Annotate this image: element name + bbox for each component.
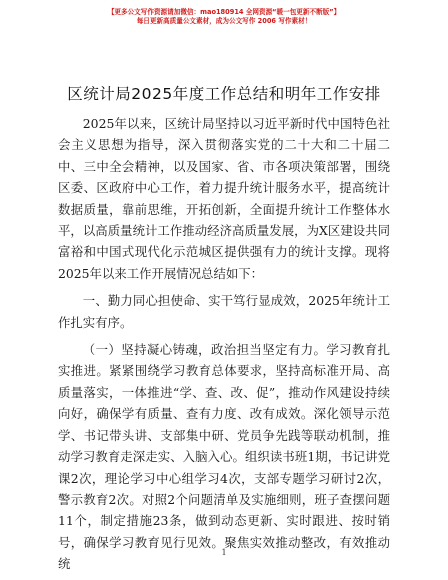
document-title: 区统计局2025年度工作总结和明年工作安排 [67,85,381,103]
banner-line-2: 每日更新高质量公文素材，成为公文写作 2006 写作素材！ [136,17,312,25]
document-body [58,113,390,575]
page-number: 1 [221,548,227,557]
intro-paragraph: 2025年以来，区统计局坚持以习近平新时代中国特色社会主义思想为指导，深入贯彻落实党的二十大和二十届二中、三中全会精神，以及国家、省、市各项决策部署，围绕区委、区政府中心工作，着力提升统计服务水平，提高统计数据质量，靠前思维，开拓创新，全面提升统计工作整体水平，以高质量统计工作推动经济高质量发展，为X区建设共同富裕和中国式现代化示范城区提供强有力的统计支撑。现将2025年以来工作开展情况总结如下： [58,116,390,281]
banner-line-1: 【更多公文写作资源请加微信：mao180914 全网资源“暖一包更新不断版”】 [107,8,341,16]
promo-banner [0,8,448,26]
subsection-paragraph-1: （一）坚持凝心铸魂，政治担当坚定有力。学习教育扎实推进。紧紧围绕学习教育总体要求，坚持高标准开局、高质量落实，一体推进“学、查、改、促”，推动作风建设持续向好，确保学有质量、查有力度、改有成效。深化领导示范学、书记带头讲、支部集中研、党员争先践等联动机制，推动学习教育走深走实、入脑入心。组织读书班1期，书记讲党课2次，理论学习中心组学习4次，支部专题学习研讨2次，警示教育2次。对照2个问题清单及实施细则，班子查摆问题11个，制定措施23条，做到动态更新、实时跟进、按时销号，确保学习教育见行见效。聚焦实效推动整改，有效推动统 [58,342,390,572]
section-heading-1: 一、勤力同心担使命、实干笃行显成效，2025年统计工作扎实有序。 [58,293,390,330]
